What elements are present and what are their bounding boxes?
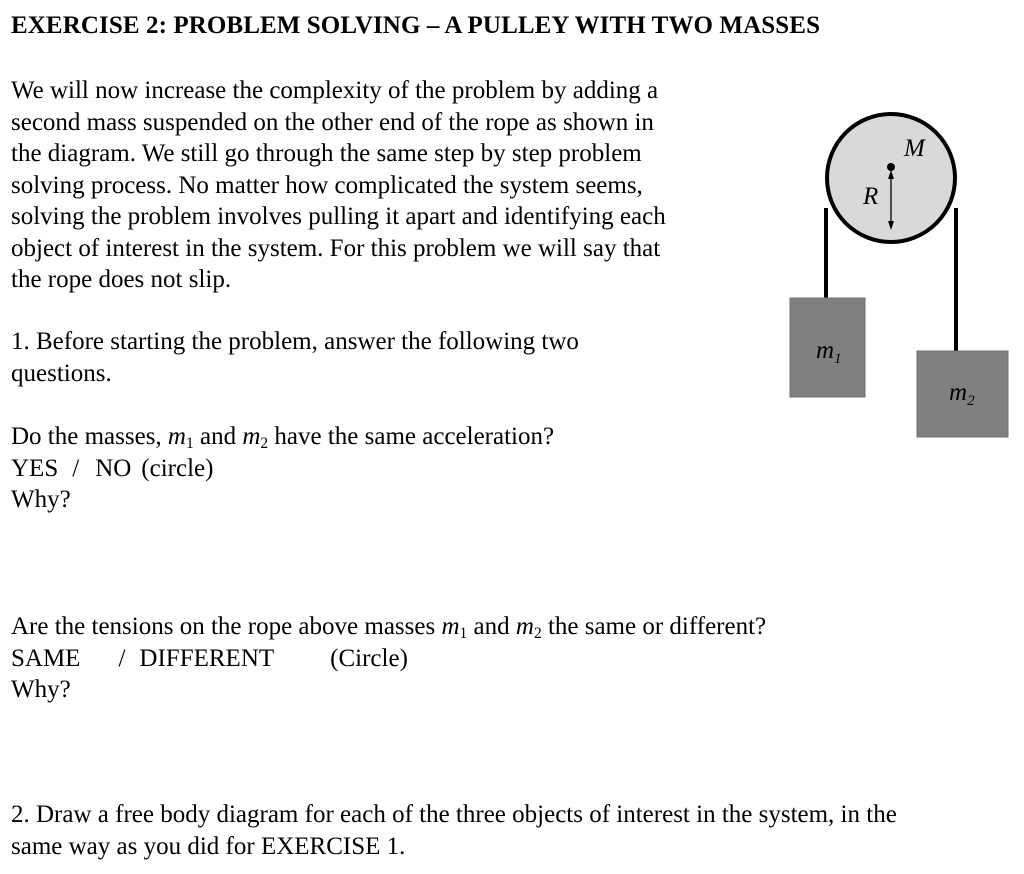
option-separator: / xyxy=(118,644,126,672)
acceleration-question-text: Do the masses, $m_1$ and $m_2$ have the same acceleration? xyxy=(11,423,555,452)
intro-line: the diagram. We still go through the same step by step problem xyxy=(11,140,642,167)
acceleration-why-label: Why? xyxy=(11,486,71,513)
question-2-line: same way as you did for EXERCISE 1. xyxy=(11,832,406,860)
intro-line: We will now increase the complexity of the problem by adding a xyxy=(11,77,659,104)
mass-2-label: $m_2$ xyxy=(949,379,975,409)
intro-paragraph xyxy=(11,75,666,296)
intro-line: second mass suspended on the other end of the rope as shown in xyxy=(11,108,654,136)
question-2-prompt xyxy=(11,799,897,862)
tension-question-text: Are the tensions on the rope above masses $m_1$ and $m_2$ the same or different? xyxy=(11,613,767,642)
tension-question xyxy=(11,611,766,706)
circle-instruction: (Circle) xyxy=(330,644,408,672)
pulley-diagram xyxy=(780,90,1020,450)
same-option[interactable]: SAME xyxy=(11,644,81,672)
m2-symbol: m xyxy=(242,423,261,450)
intro-line: solving process. No matter how complicated the system seems, xyxy=(11,171,643,199)
m2-symbol: m xyxy=(515,613,534,640)
pulley-center-dot xyxy=(887,163,895,171)
mass-1-label: $m_1$ xyxy=(816,337,842,367)
question-2-line: 2. Draw a free body diagram for each of the three objects of interest in the system, in the xyxy=(11,801,897,828)
radius-label: R xyxy=(863,183,879,210)
m1-symbol: m xyxy=(167,423,186,450)
question-1-line: 1. Before starting the problem, answer the following two xyxy=(11,328,579,355)
tension-why-label: Why? xyxy=(11,676,71,703)
acceleration-answer-options xyxy=(11,453,554,485)
m1-subscript: 1 xyxy=(185,434,194,452)
option-separator: / xyxy=(72,454,80,482)
intro-line: object of interest in the system. For this problem we will say that xyxy=(11,234,661,262)
tension-answer-options xyxy=(11,643,766,675)
m2-subscript: 2 xyxy=(533,624,542,642)
pulley-mass-label: M xyxy=(904,135,925,162)
intro-line: solving the problem involves pulling it apart and identifying each xyxy=(11,203,666,230)
intro-line: the rope does not slip. xyxy=(11,266,232,293)
question-1-line: questions. xyxy=(11,359,112,387)
acceleration-question xyxy=(11,421,554,516)
different-option[interactable]: DIFFERENT xyxy=(139,644,275,672)
m2-subscript: 2 xyxy=(260,434,269,452)
question-1-prompt xyxy=(11,326,579,389)
page-title: EXERCISE 2: PROBLEM SOLVING – A PULLEY WITH TWO MASSES xyxy=(11,12,821,39)
m1-symbol: m xyxy=(441,613,460,640)
yes-option[interactable]: YES xyxy=(11,454,59,482)
m1-subscript: 1 xyxy=(459,624,468,642)
circle-instruction: (circle) xyxy=(141,454,214,482)
no-option[interactable]: NO xyxy=(95,454,132,482)
